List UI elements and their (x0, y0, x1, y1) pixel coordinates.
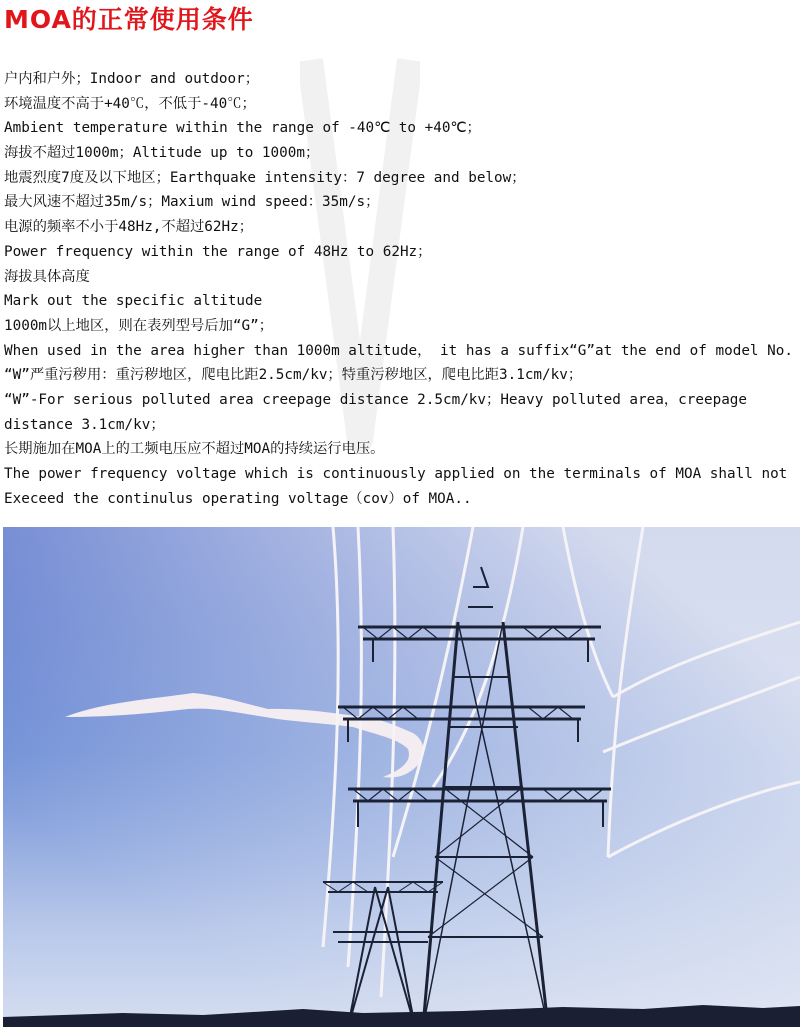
text-line: When used in the area higher than 1000m altitude， it has a suffix“G”at the end of model No. (4, 342, 793, 359)
text-line: 电源的频率不小于48Hz,不超过62Hz； (4, 219, 254, 236)
text-line: 地震烈度7度及以下地区；Earthquake intensity：7 degree and below； (4, 169, 526, 186)
text-line: Execeed the continulus operating voltage（cov）of MOA.. (4, 490, 472, 507)
text-line: “W”严重污秽用：重污秽地区，爬电比距2.5cm/kv；特重污秽地区，爬电比距3.1cm/kv； (4, 367, 583, 384)
text-line: 海拔具体高度 (4, 268, 90, 285)
text-line: 长期施加在MOA上的工频电压应不超过MOA的持续运行电压。 (4, 441, 385, 458)
page-title: MOA的正常使用条件 (4, 5, 254, 34)
text-line: 环境温度不高于+40℃，不低于-40℃； (4, 95, 256, 112)
text-line: 海拔不超过1000m；Altitude up to 1000m； (4, 145, 320, 162)
text-line: 户内和户外；Indoor and outdoor； (4, 71, 260, 87)
text-line: Power frequency within the range of 48Hz to 62Hz； (4, 243, 432, 260)
text-line: Ambient temperature within the range of -40℃ to +40℃； (4, 120, 481, 137)
text-line: 1000m以上地区，则在表列型号后加“G”； (4, 317, 274, 334)
text-line: “W”-For serious polluted area creepage distance 2.5cm/kv；Heavy polluted area，creepage (4, 391, 748, 408)
text-line: distance 3.1cm/kv； (4, 416, 165, 433)
conditions-text (4, 67, 796, 511)
transmission-tower-photo (3, 527, 800, 1027)
text-line: The power frequency voltage which is continuously applied on the terminals of MOA shall not (4, 466, 788, 482)
text-line: 最大风速不超过35m/s；Maxium wind speed：35m/s； (4, 194, 380, 211)
text-line: Mark out the specific altitude (4, 293, 263, 310)
